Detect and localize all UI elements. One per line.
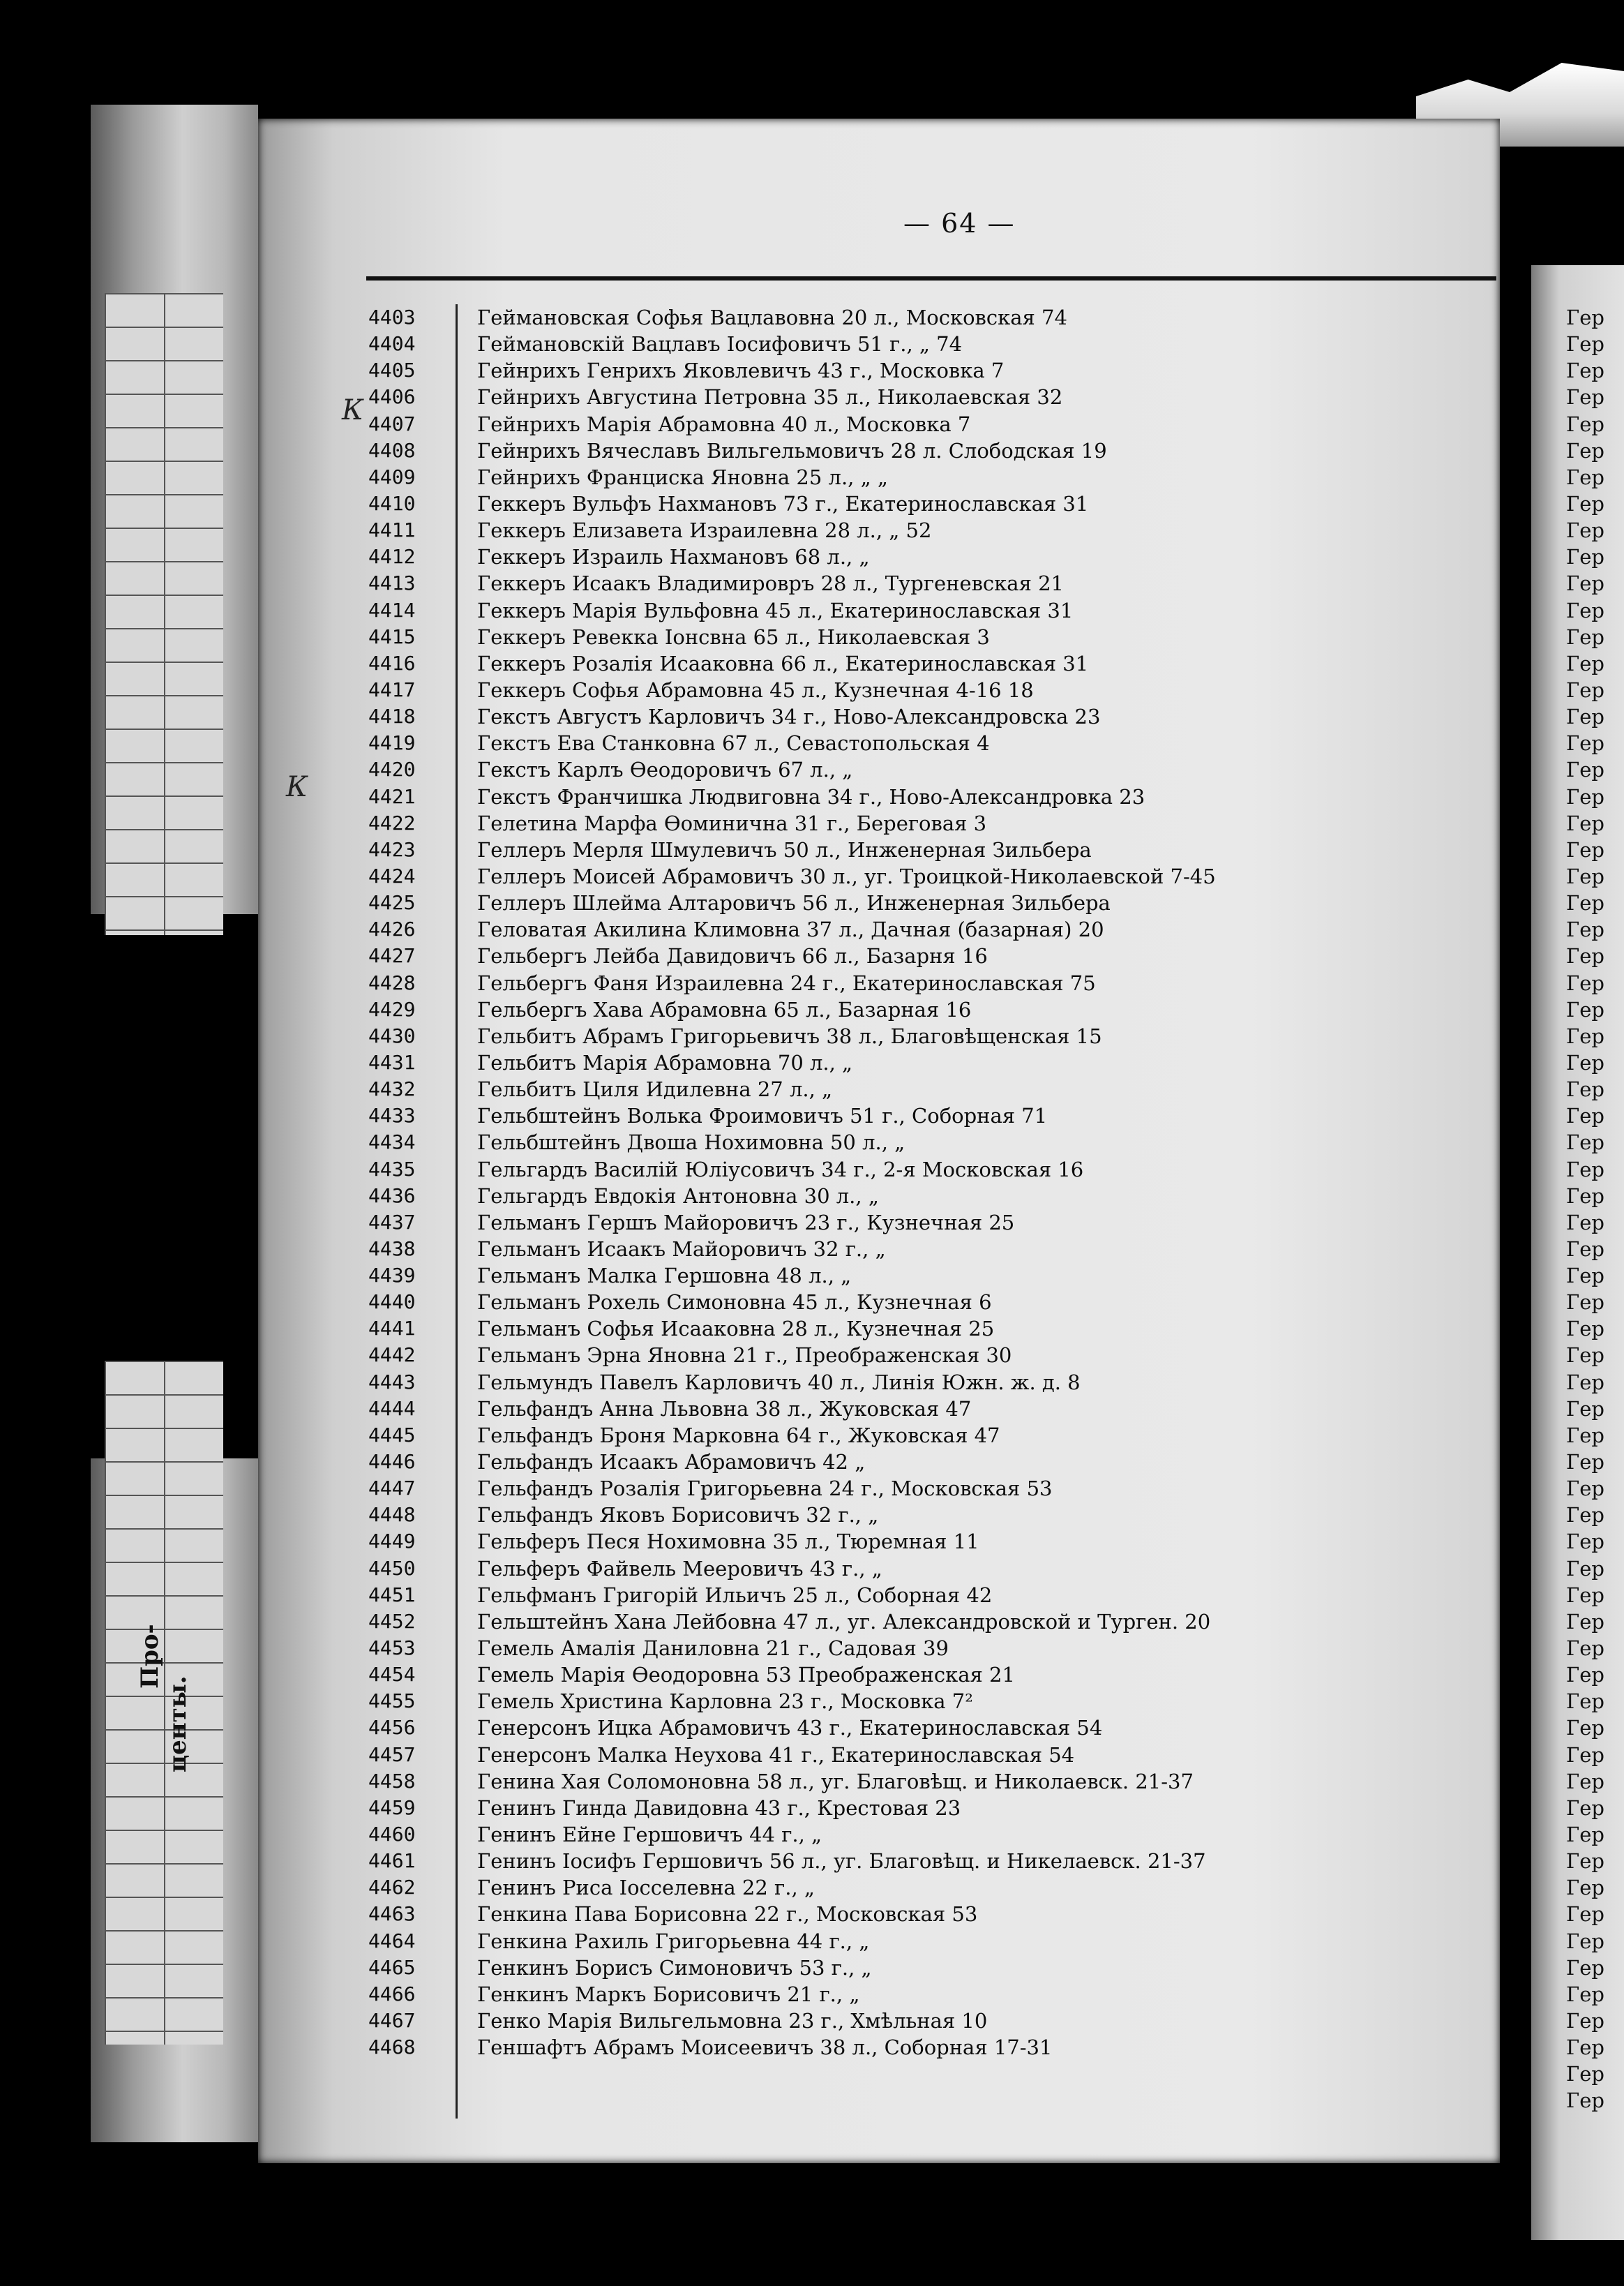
adjacent-entry-fragment: Гер — [1566, 438, 1604, 463]
entry-number: 4458 — [368, 1769, 416, 1793]
adjacent-entry-fragment: Гер — [1566, 1503, 1604, 1527]
adjacent-entry-fragment: Гер — [1566, 1050, 1604, 1075]
list-item — [368, 1449, 1457, 1475]
entry-number: 4432 — [368, 1077, 416, 1101]
entry-number: 4427 — [368, 944, 416, 968]
adjacent-entry-fragment: Гер — [1566, 306, 1604, 329]
list-item — [368, 1023, 1457, 1049]
entry-text: Гейнрихъ Вячеславъ Вильгельмовичъ 28 л. Слободская 19 — [477, 438, 1107, 463]
entry-number: 4447 — [368, 1477, 416, 1500]
list-item — [368, 411, 1457, 438]
margin-label-1: Про- — [136, 1624, 164, 1689]
entry-number: 4450 — [368, 1556, 416, 1580]
entry-text: Гельштейнъ Хана Лейбовна 47 л., уг. Александровской и Турген. 20 — [477, 1609, 1211, 1634]
adjacent-entry-fragment: Гер — [1566, 1370, 1604, 1394]
list-item — [368, 810, 1457, 837]
entry-text: Гекстъ Карлъ Өеодоровичъ 67 л., „ — [477, 758, 853, 782]
adjacent-entry-fragment: Гер — [1566, 997, 1604, 1022]
entry-text: Генкина Пава Борисовна 22 г., Московская 53 — [477, 1902, 978, 1927]
entry-text: Генинъ Іосифъ Гершовичъ 56 л., уг. Благовѣщ. и Никелаевск. 21-37 — [477, 1849, 1206, 1874]
list-item — [368, 1795, 1457, 1821]
list-item — [368, 784, 1457, 810]
entry-text: Генкинъ Борисъ Симоновичъ 53 г., „ — [477, 1955, 872, 1980]
entry-number: 4412 — [368, 545, 416, 569]
adjacent-entry-fragment: Гер — [1566, 971, 1604, 995]
adjacent-entry-fragment: Гер — [1566, 2062, 1604, 2086]
list-item — [368, 730, 1457, 756]
entry-number: 4434 — [368, 1130, 416, 1154]
entry-number: 4416 — [368, 651, 416, 675]
handwritten-mark-1: К — [342, 394, 363, 426]
entry-text: Гельбергъ Фаня Израилевна 24 г., Екатеринославская 75 — [477, 971, 1096, 995]
list-item — [368, 1661, 1457, 1688]
adjacent-entry-fragment: Гер — [1566, 1876, 1604, 1900]
adjacent-entry-fragment: Гер — [1566, 1530, 1604, 1554]
entry-text: Геккеръ Вульфъ Нахмановъ 73 г., Екатеринославская 31 — [477, 491, 1089, 516]
list-item — [368, 1688, 1457, 1714]
entry-number: 4437 — [368, 1210, 416, 1234]
list-item — [368, 1768, 1457, 1795]
entry-number: 4413 — [368, 572, 416, 595]
entry-text: Гельбитъ Марія Абрамовна 70 л., „ — [477, 1050, 853, 1075]
list-item — [368, 384, 1457, 410]
list-item — [368, 1955, 1457, 1981]
adjacent-entry-fragment: Гер — [1566, 1477, 1604, 1501]
adjacent-entry-fragment: Гер — [1566, 2035, 1604, 2060]
adjacent-entry-fragment: Гер — [1566, 864, 1604, 888]
adjacent-entry-fragment: Гер — [1566, 837, 1604, 862]
list-item — [368, 1848, 1457, 1874]
entry-number: 4431 — [368, 1050, 416, 1074]
entry-number: 4440 — [368, 1290, 416, 1314]
list-item — [368, 570, 1457, 597]
list-item — [368, 1901, 1457, 1927]
list-item — [368, 491, 1457, 517]
adjacent-entry-fragment: Гер — [1566, 705, 1604, 729]
entry-number: 4420 — [368, 758, 416, 782]
entry-text: Гельгардъ Василій Юліусовичъ 34 г., 2-я Московская 16 — [477, 1157, 1084, 1181]
entry-text: Гейнрихъ Марія Абрамовна 40 л., Московка 7 — [477, 412, 971, 436]
list-item — [368, 464, 1457, 491]
entry-number: 4446 — [368, 1450, 416, 1474]
list-item — [368, 1236, 1457, 1262]
list-item — [368, 1981, 1457, 2008]
entry-text: Генкинъ Маркъ Борисовичъ 21 г., „ — [477, 1982, 860, 2006]
entry-number: 4415 — [368, 625, 416, 648]
entry-text: Геллеръ Шлейма Алтаровичъ 56 л., Инженерная Зильбера — [477, 891, 1111, 916]
list-item — [368, 1874, 1457, 1901]
entry-number: 4438 — [368, 1237, 416, 1260]
entry-text: Геллеръ Мерля Шмулевичъ 50 л., Инженерная Зильбера — [477, 837, 1092, 862]
adjacent-entry-fragment: Гер — [1566, 811, 1604, 835]
entry-text: Геккеръ Ревекка Іонсвна 65 л., Николаевская 3 — [477, 625, 990, 649]
adjacent-entry-fragment: Гер — [1566, 412, 1604, 436]
list-item — [368, 756, 1457, 783]
list-item — [368, 1369, 1457, 1396]
entry-text: Гейнрихъ Августина Петровна 35 л., Николаевская 32 — [477, 385, 1063, 410]
entry-number: 4422 — [368, 811, 416, 835]
entry-number: 4461 — [368, 1849, 416, 1873]
list-item — [368, 438, 1457, 464]
adjacent-entry-fragment: Гер — [1566, 1795, 1604, 1820]
adjacent-entry-fragment: Гер — [1566, 1183, 1604, 1208]
entry-text: Генерсонъ Малка Неухова 41 г., Екатеринославская 54 — [477, 1742, 1075, 1767]
adjacent-entry-fragment: Гер — [1566, 1077, 1604, 1102]
entry-number: 4454 — [368, 1663, 416, 1687]
adjacent-page-column — [1531, 265, 1624, 2240]
list-item — [368, 1289, 1457, 1315]
entry-text: Гельфандъ Анна Львовна 38 л., Жуковская 47 — [477, 1396, 972, 1421]
entry-text: Геккеръ Исаакъ Владимировръ 28 л., Тургеневская 21 — [477, 572, 1064, 596]
entry-number: 4403 — [368, 306, 416, 329]
adjacent-entry-fragment: Гер — [1566, 625, 1604, 649]
entry-text: Гекстъ Франчишка Людвиговна 34 г., Ново-Александровка 23 — [477, 784, 1145, 809]
list-item — [368, 1396, 1457, 1422]
entry-number: 4457 — [368, 1742, 416, 1766]
entry-number: 4444 — [368, 1396, 416, 1420]
entry-number: 4439 — [368, 1264, 416, 1287]
list-item — [368, 544, 1457, 570]
adjacent-entry-fragment: Гер — [1566, 1237, 1604, 1261]
list-item — [368, 1714, 1457, 1741]
entry-number: 4406 — [368, 385, 416, 409]
adjacent-entry-fragment: Гер — [1566, 1689, 1604, 1714]
entry-text: Гельманъ Эрна Яновна 21 г., Преображенская 30 — [477, 1343, 1012, 1368]
list-item — [368, 863, 1457, 890]
adjacent-entry-fragment: Гер — [1566, 1769, 1604, 1793]
list-item — [368, 517, 1457, 544]
margin-label-2: центы. — [164, 1675, 192, 1772]
list-item — [368, 1129, 1457, 1156]
list-item — [368, 1502, 1457, 1528]
entry-number: 4411 — [368, 518, 416, 542]
entry-number: 4436 — [368, 1183, 416, 1207]
list-item — [368, 597, 1457, 624]
entry-text: Гельманъ Софья Исааковна 28 л., Кузнечная 25 — [477, 1317, 995, 1341]
adjacent-entry-fragment: Гер — [1566, 891, 1604, 916]
ledger-grid-top — [105, 293, 223, 935]
adjacent-entry-fragment: Гер — [1566, 731, 1604, 756]
adjacent-entry-fragment: Гер — [1566, 385, 1604, 410]
entry-number: 4464 — [368, 1929, 416, 1952]
list-item — [368, 1076, 1457, 1103]
entry-number: 4419 — [368, 731, 416, 755]
entry-number: 4455 — [368, 1689, 416, 1713]
adjacent-entry-fragment: Гер — [1566, 918, 1604, 942]
entry-text: Геймановскій Вацлавъ Іосифовичъ 51 г., „ 74 — [477, 332, 963, 357]
adjacent-entry-fragment: Гер — [1566, 758, 1604, 782]
adjacent-entry-fragment: Гер — [1566, 1583, 1604, 1607]
entry-text: Гельфманъ Григорій Ильичъ 25 л., Соборная 42 — [477, 1583, 993, 1607]
list-item — [368, 1342, 1457, 1368]
list-item — [368, 1582, 1457, 1608]
entry-number: 4421 — [368, 784, 416, 808]
entry-text: Гельманъ Малка Гершовна 48 л., „ — [477, 1264, 852, 1288]
list-item — [368, 2034, 1457, 2061]
adjacent-entry-fragment: Гер — [1566, 2009, 1604, 2033]
entry-number: 4425 — [368, 891, 416, 915]
list-item — [368, 331, 1457, 357]
list-item — [368, 1103, 1457, 1129]
entry-text: Гельбитъ Абрамъ Григорьевичъ 38 л., Благовѣщенская 15 — [477, 1024, 1102, 1048]
entry-text: Гекстъ Ева Станковна 67 л., Севастопольская 4 — [477, 731, 990, 756]
adjacent-entry-fragment: Гер — [1566, 1423, 1604, 1447]
entry-text: Гельгардъ Евдокія Антоновна 30 л., „ — [477, 1183, 879, 1208]
adjacent-entry-fragment: Гер — [1566, 491, 1604, 516]
adjacent-entry-fragment: Гер — [1566, 359, 1604, 383]
adjacent-entry-fragment: Гер — [1566, 1130, 1604, 1155]
list-item — [368, 304, 1457, 331]
entry-text: Гельманъ Исаакъ Майоровичъ 32 г., „ — [477, 1237, 886, 1261]
adjacent-entry-fragment: Гер — [1566, 332, 1604, 357]
adjacent-page-entries — [1531, 304, 1604, 2114]
entry-number: 4441 — [368, 1317, 416, 1340]
adjacent-entry-fragment: Гер — [1566, 1104, 1604, 1128]
adjacent-entry-fragment: Гер — [1566, 598, 1604, 622]
entry-number: 4418 — [368, 705, 416, 729]
entry-text: Гемель Амалія Даниловна 21 г., Садовая 39 — [477, 1636, 949, 1661]
entry-number: 4429 — [368, 997, 416, 1021]
adjacent-entry-fragment: Гер — [1566, 1636, 1604, 1661]
entry-text: Гельбергъ Лейба Давидовичъ 66 л., Базарня 16 — [477, 944, 988, 969]
adjacent-entry-fragment: Гер — [1566, 1450, 1604, 1474]
entry-text: Генко Марія Вильгельмовна 23 г., Хмѣльная 10 — [477, 2009, 988, 2033]
adjacent-entry-fragment: Гер — [1566, 1264, 1604, 1288]
entry-number: 4426 — [368, 918, 416, 941]
list-item — [368, 1315, 1457, 1342]
entry-text: Гельфандъ Розалія Григорьевна 24 г., Московская 53 — [477, 1477, 1053, 1501]
entry-text: Генинъ Ейне Гершовичъ 44 г., „ — [477, 1823, 822, 1847]
entry-text: Геккеръ Марія Вульфовна 45 л., Екатеринославская 31 — [477, 598, 1074, 622]
entry-text: Генина Хая Соломоновна 58 л., уг. Благовѣщ. и Николаевск. 21-37 — [477, 1769, 1194, 1793]
entry-number: 4465 — [368, 1955, 416, 1979]
adjacent-entry-fragment: Гер — [1566, 1902, 1604, 1927]
adjacent-entry-fragment: Гер — [1566, 1024, 1604, 1048]
entry-text: Геллеръ Моисей Абрамовичъ 30 л., уг. Троицкой-Николаевской 7-45 — [477, 864, 1216, 888]
entry-number: 4466 — [368, 1982, 416, 2005]
entry-number: 4417 — [368, 678, 416, 701]
adjacent-entry-fragment: Гер — [1566, 651, 1604, 675]
entry-number: 4460 — [368, 1823, 416, 1846]
entry-number: 4463 — [368, 1902, 416, 1926]
list-item — [368, 1635, 1457, 1661]
list-item — [368, 703, 1457, 730]
adjacent-entry-fragment: Гер — [1566, 1210, 1604, 1234]
entry-text: Гельманъ Рохель Симоновна 45 л., Кузнечная 6 — [477, 1290, 992, 1315]
entry-text: Гельбштейнъ Двоша Нохимовна 50 л., „ — [477, 1130, 905, 1155]
entry-number: 4442 — [368, 1343, 416, 1367]
adjacent-entry-fragment: Гер — [1566, 1955, 1604, 1980]
entry-text: Гельфандъ Исаакъ Абрамовичъ 42 „ — [477, 1450, 866, 1474]
list-item — [368, 1528, 1457, 1555]
entry-text: Геймановская Софья Вацлавовна 20 л., Московская 74 — [477, 306, 1067, 329]
entry-number: 4462 — [368, 1876, 416, 1899]
list-item — [368, 1555, 1457, 1582]
entry-number: 4433 — [368, 1104, 416, 1128]
adjacent-entry-fragment: Гер — [1566, 1396, 1604, 1421]
adjacent-entry-fragment: Гер — [1566, 1317, 1604, 1341]
adjacent-entry-fragment: Гер — [1566, 678, 1604, 702]
list-item — [368, 1049, 1457, 1076]
list-item — [368, 1608, 1457, 1635]
list-item — [368, 357, 1457, 384]
adjacent-entry-fragment: Гер — [1566, 1849, 1604, 1874]
entry-number: 4468 — [368, 2035, 416, 2059]
entry-text: Генинъ Риса Іосселевна 22 г., „ — [477, 1876, 815, 1900]
entry-text: Гельбергъ Хава Абрамовна 65 л., Базарная 16 — [477, 997, 972, 1022]
entry-number: 4445 — [368, 1423, 416, 1447]
entry-text: Генкина Рахиль Григорьевна 44 г., „ — [477, 1929, 870, 1953]
entry-number: 4430 — [368, 1024, 416, 1047]
adjacent-entry-fragment: Гер — [1566, 1982, 1604, 2006]
adjacent-entry-fragment: Гер — [1566, 1290, 1604, 1315]
header-rule — [366, 276, 1496, 281]
adjacent-entry-fragment: Гер — [1566, 2089, 1604, 2113]
entry-number: 4443 — [368, 1370, 416, 1394]
entry-text: Гелетина Марфа Өоминична 31 г., Береговая 3 — [477, 811, 987, 835]
entry-text: Геккеръ Розалія Исааковна 66 л., Екатеринославская 31 — [477, 651, 1089, 675]
list-item — [368, 1183, 1457, 1209]
entry-text: Геккеръ Софья Абрамовна 45 л., Кузнечная 4-16 18 — [477, 678, 1034, 702]
list-item — [368, 996, 1457, 1023]
adjacent-entry-fragment: Гер — [1566, 1556, 1604, 1581]
entry-number: 4407 — [368, 412, 416, 435]
entry-number: 4435 — [368, 1157, 416, 1181]
adjacent-entry-fragment: Гер — [1566, 1929, 1604, 1953]
adjacent-entry-fragment: Гер — [1566, 784, 1604, 809]
entry-number: 4404 — [368, 332, 416, 356]
list-item — [368, 916, 1457, 943]
entry-text: Гельфандъ Броня Марковна 64 г., Жуковская 47 — [477, 1423, 1000, 1447]
entry-text: Генинъ Гинда Давидовна 43 г., Крестовая 23 — [477, 1795, 961, 1820]
entry-list — [368, 304, 1457, 2061]
entry-text: Гемель Марія Өеодоровна 53 Преображенская 21 — [477, 1663, 1015, 1687]
adjacent-entry-fragment: Гер — [1566, 572, 1604, 596]
adjacent-entry-fragment: Гер — [1566, 545, 1604, 569]
entry-number: 4453 — [368, 1636, 416, 1660]
entry-text: Гекстъ Августъ Карловичъ 34 г., Ново-Александровска 23 — [477, 705, 1101, 729]
adjacent-entry-fragment: Гер — [1566, 1742, 1604, 1767]
adjacent-entry-fragment: Гер — [1566, 1157, 1604, 1181]
page-number: — 64 — — [903, 208, 1016, 239]
adjacent-entry-fragment: Гер — [1566, 1663, 1604, 1687]
entry-text: Геншафтъ Абрамъ Моисеевичъ 38 л., Соборная 17-31 — [477, 2035, 1053, 2060]
adjacent-entry-fragment: Гер — [1566, 1609, 1604, 1634]
adjacent-entry-fragment: Гер — [1566, 465, 1604, 489]
list-item — [368, 1928, 1457, 1955]
entry-text: Гельферъ Песя Нохимовна 35 л., Тюремная 11 — [477, 1530, 979, 1554]
entry-text: Гельмундъ Павелъ Карловичъ 40 л., Линія Южн. ж. д. 8 — [477, 1370, 1081, 1394]
entry-number: 4456 — [368, 1716, 416, 1740]
list-item — [368, 1262, 1457, 1289]
entry-text: Гельфандъ Яковъ Борисовичъ 32 г., „ — [477, 1503, 879, 1527]
entry-number: 4467 — [368, 2009, 416, 2032]
entry-number: 4423 — [368, 837, 416, 861]
list-item — [368, 1821, 1457, 1848]
entry-text: Геккеръ Израиль Нахмановъ 68 л., „ — [477, 545, 870, 569]
adjacent-entry-fragment: Гер — [1566, 1823, 1604, 1847]
list-item — [368, 677, 1457, 703]
list-item — [368, 2008, 1457, 2034]
adjacent-entry-fragment: Гер — [1566, 944, 1604, 969]
list-item — [368, 650, 1457, 677]
entry-number: 4451 — [368, 1583, 416, 1606]
entry-number: 4424 — [368, 864, 416, 888]
list-item — [368, 970, 1457, 996]
list-item — [368, 1156, 1457, 1183]
entry-number: 4410 — [368, 491, 416, 515]
entry-number: 4452 — [368, 1609, 416, 1633]
entry-number: 4405 — [368, 359, 416, 382]
list-item — [368, 943, 1457, 969]
entry-text: Гейнрихъ Генрихъ Яковлевичъ 43 г., Московка 7 — [477, 359, 1005, 383]
adjacent-entry-fragment: Гер — [1566, 518, 1604, 543]
entry-text: Гемель Христина Карловна 23 г., Московка 7² — [477, 1689, 973, 1714]
entry-text: Геловатая Акилина Климовна 37 л., Дачная (базарная) 20 — [477, 918, 1104, 942]
entry-number: 4428 — [368, 971, 416, 994]
entry-number: 4409 — [368, 465, 416, 488]
list-item — [368, 1209, 1457, 1236]
list-item — [368, 1475, 1457, 1502]
entry-number: 4448 — [368, 1503, 416, 1527]
entry-number: 4408 — [368, 438, 416, 462]
entry-number: 4449 — [368, 1530, 416, 1553]
adjacent-entry-fragment: Гер — [1566, 1343, 1604, 1368]
list-item — [368, 890, 1457, 916]
list-item — [368, 1422, 1457, 1449]
entry-text: Геккеръ Елизавета Израилевна 28 л., „ 52 — [477, 518, 932, 543]
list-item — [368, 837, 1457, 863]
entry-text: Гейнрихъ Франциска Яновна 25 л., „ „ — [477, 465, 888, 489]
list-item — [368, 1742, 1457, 1768]
entry-text: Гельбштейнъ Волька Фроимовичъ 51 г., Соборная 71 — [477, 1104, 1048, 1128]
list-item — [368, 624, 1457, 650]
entry-text: Генерсонъ Ицка Абрамовичъ 43 г., Екатеринославская 54 — [477, 1716, 1103, 1740]
adjacent-entry-fragment: Гер — [1566, 1716, 1604, 1740]
handwritten-mark-2: К — [286, 771, 308, 803]
entry-number: 4459 — [368, 1795, 416, 1819]
entry-number: 4414 — [368, 598, 416, 622]
entry-text: Гельбитъ Циля Идилевна 27 л., „ — [477, 1077, 833, 1102]
entry-text: Гельферъ Файвель Мееровичъ 43 г., „ — [477, 1556, 882, 1581]
entry-text: Гельманъ Гершъ Майоровичъ 23 г., Кузнечная 25 — [477, 1210, 1015, 1234]
